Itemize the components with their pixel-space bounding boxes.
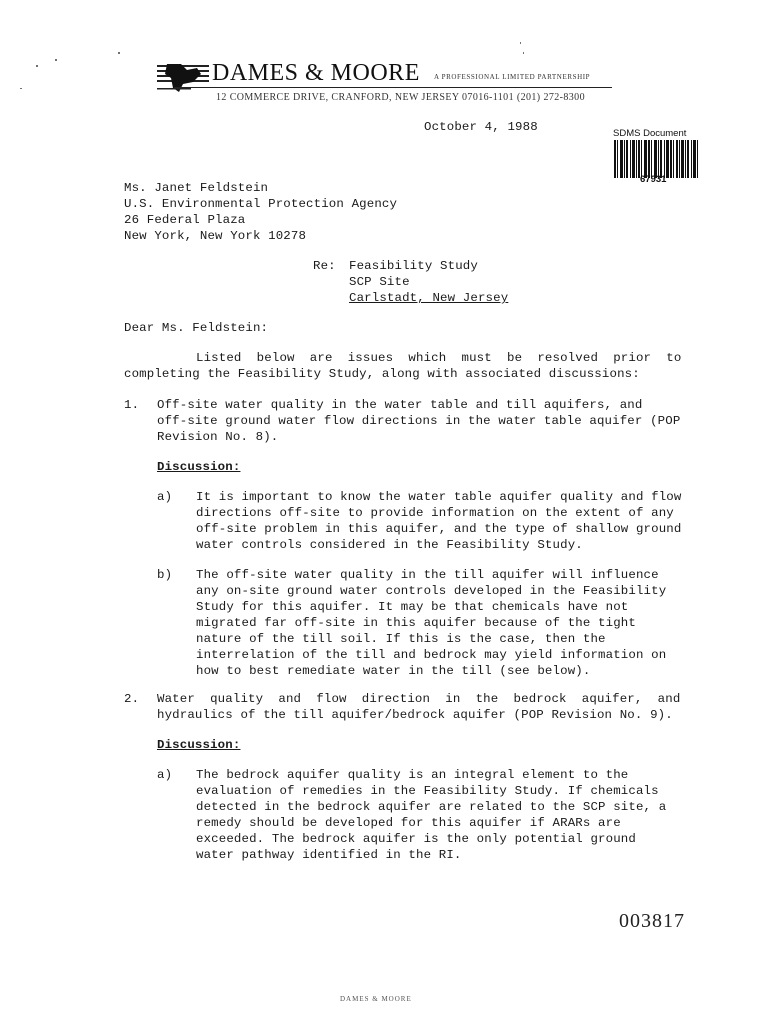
recipient-line-2: U.S. Environmental Protection Agency bbox=[124, 197, 398, 211]
item-1b-line-2: any on-site ground water controls developed in the Feasibility bbox=[196, 584, 667, 598]
intro-line-2: completing the Feasibility Study, along with associated discussions: bbox=[124, 367, 640, 381]
item-2a-line-5: exceeded. The bedrock aquifer is the only potential ground bbox=[196, 832, 636, 846]
footer-firm: DAMES & MOORE bbox=[340, 995, 412, 1003]
firm-name: DAMES & MOORE bbox=[212, 60, 420, 86]
item-1-discussion-heading: Discussion: bbox=[157, 460, 241, 474]
firm-tagline: A PROFESSIONAL LIMITED PARTNERSHIP bbox=[434, 73, 591, 81]
item-1b-line-1: The off-site water quality in the till aquifer will influence bbox=[196, 568, 659, 582]
item-2-number: 2. bbox=[124, 692, 140, 706]
item-1a-line-3: off-site problem in this aquifer, and the type of shallow ground bbox=[196, 522, 682, 536]
item-1-line-3: Revision No. 8). bbox=[157, 430, 279, 444]
item-2-discussion-heading: Discussion: bbox=[157, 738, 241, 752]
re-line-3: Carlstadt, New Jersey bbox=[349, 291, 509, 305]
item-1a-line-4: water controls considered in the Feasibility Study. bbox=[196, 538, 583, 552]
re-label: Re: bbox=[313, 259, 336, 273]
item-2a-line-1: The bedrock aquifer quality is an integral element to the bbox=[196, 768, 629, 782]
item-1a-line-1: It is important to know the water table aquifer quality and flow bbox=[196, 490, 682, 504]
item-1b-line-6: interrelation of the till and bedrock may yield information on bbox=[196, 648, 667, 662]
item-2a-letter: a) bbox=[157, 768, 173, 782]
item-1b-line-4: migrated far off-site in this aquifer because of the tight bbox=[196, 616, 636, 630]
letter-date: October 4, 1988 bbox=[424, 120, 538, 134]
re-line-2: SCP Site bbox=[349, 275, 410, 289]
barcode-label: SDMS Document bbox=[613, 128, 687, 139]
re-line-1: Feasibility Study bbox=[349, 259, 478, 273]
item-2a-line-2: evaluation of remedies in the Feasibility Study. If chemicals bbox=[196, 784, 659, 798]
item-1b-line-7: how to best remediate water in the till (see below). bbox=[196, 664, 591, 678]
intro-line-1: Listed below are issues which must be resolved prior to bbox=[196, 351, 682, 365]
item-1a-line-2: directions off-site to provide information on the extent of any bbox=[196, 506, 674, 520]
item-2-line-1: Water quality and flow direction in the bedrock aquifer, and bbox=[157, 692, 681, 706]
item-1b-line-3: Study for this aquifer. It may be that chemicals have not bbox=[196, 600, 629, 614]
sdms-barcode bbox=[613, 128, 699, 178]
item-2a-line-6: water pathway identified in the RI. bbox=[196, 848, 462, 862]
firm-address: 12 COMMERCE DRIVE, CRANFORD, NEW JERSEY 07016-1101 (201) 272-8300 bbox=[216, 92, 585, 103]
barcode-icon bbox=[613, 140, 699, 178]
item-1-number: 1. bbox=[124, 398, 140, 412]
item-2-line-2: hydraulics of the till aquifer/bedrock aquifer (POP Revision No. 9). bbox=[157, 708, 673, 722]
firm-logo-icon bbox=[157, 62, 209, 96]
barcode-number: 67931 bbox=[640, 174, 667, 185]
item-1b-letter: b) bbox=[157, 568, 173, 582]
salutation: Dear Ms. Feldstein: bbox=[124, 321, 269, 335]
recipient-line-4: New York, New York 10278 bbox=[124, 229, 307, 243]
page-number-stamp: 003817 bbox=[619, 910, 685, 932]
item-1-line-2: off-site ground water flow directions in the water table aquifer (POP bbox=[157, 414, 681, 428]
letterhead-rule bbox=[174, 87, 612, 88]
item-1a-letter: a) bbox=[157, 490, 173, 504]
recipient-line-3: 26 Federal Plaza bbox=[124, 213, 246, 227]
recipient-line-1: Ms. Janet Feldstein bbox=[124, 181, 269, 195]
item-2a-line-3: detected in the bedrock aquifer are related to the SCP site, a bbox=[196, 800, 667, 814]
item-1-line-1: Off-site water quality in the water table and till aquifers, and bbox=[157, 398, 643, 412]
item-1b-line-5: nature of the till soil. If this is the case, then the bbox=[196, 632, 606, 646]
item-2a-line-4: remedy should be developed for this aquifer if ARARs are bbox=[196, 816, 621, 830]
